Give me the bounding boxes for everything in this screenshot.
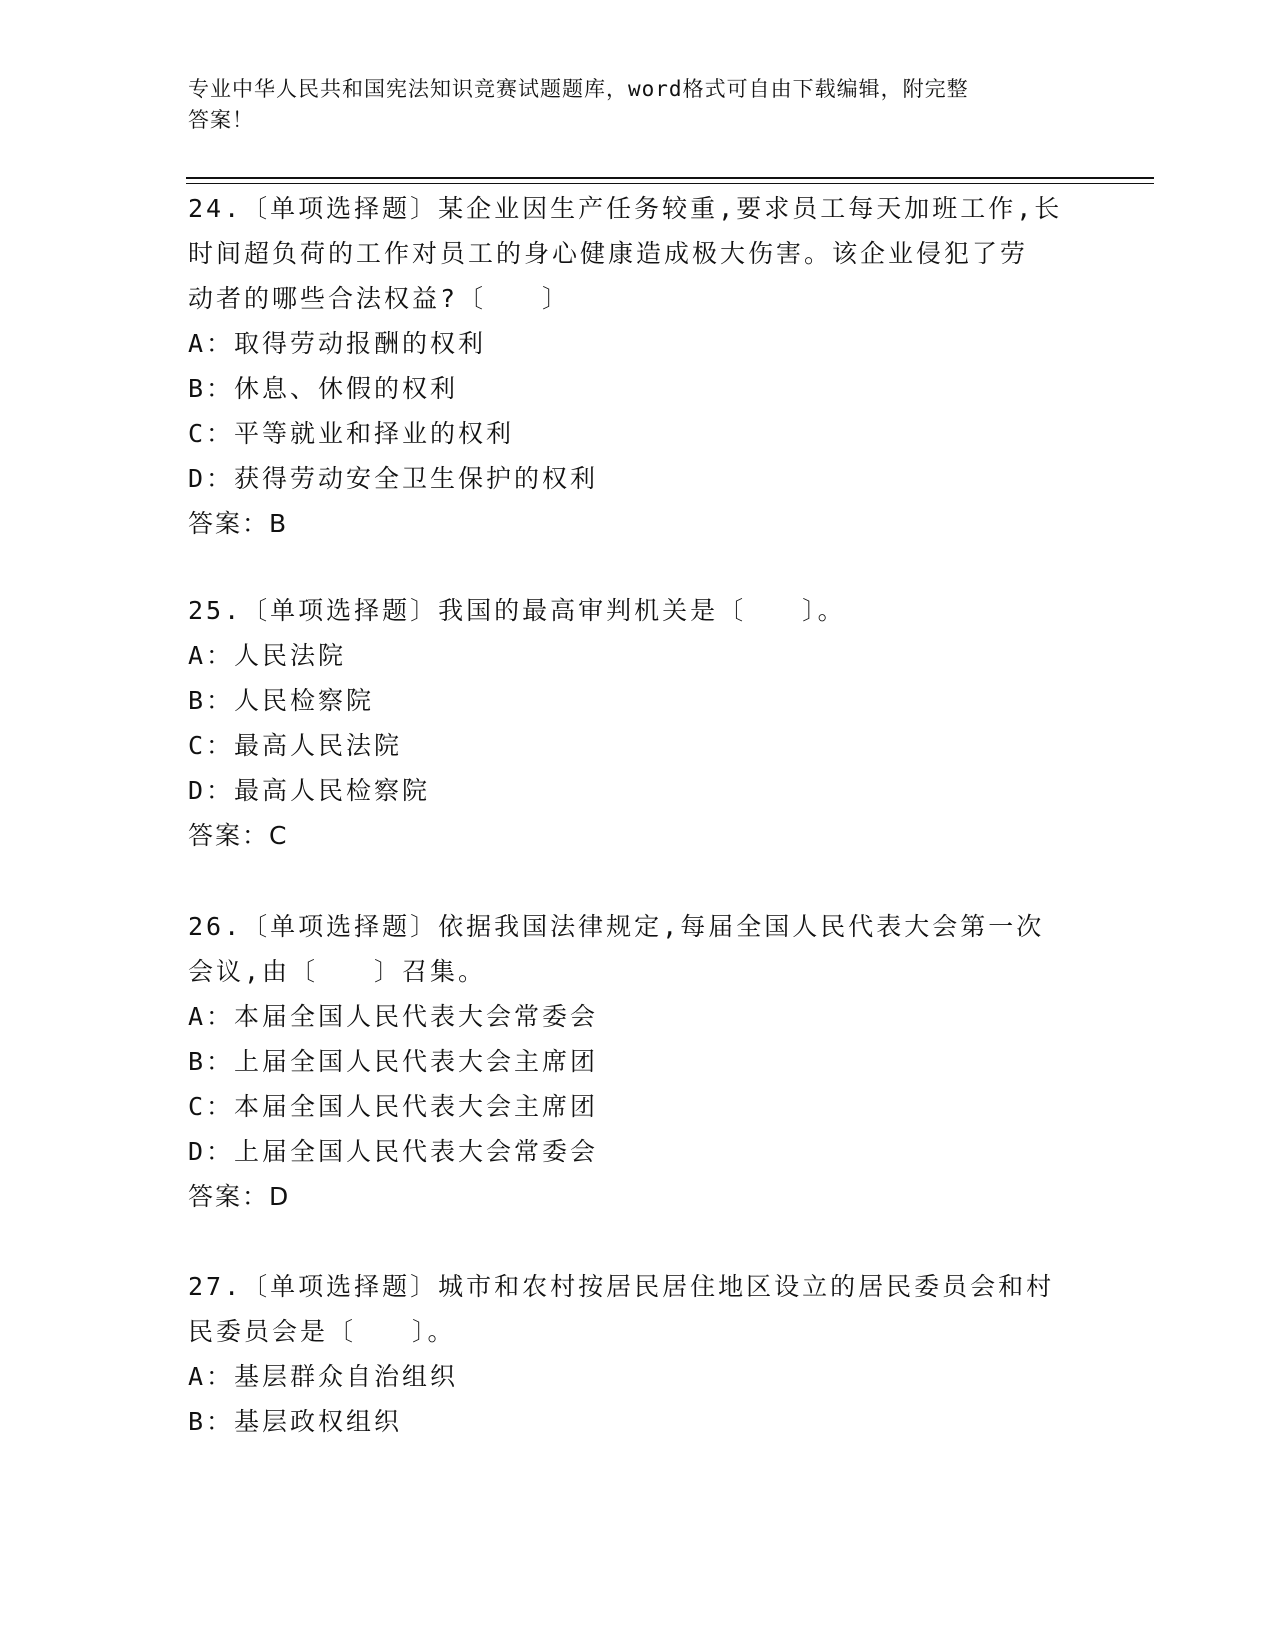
question-27 — [188, 1264, 1108, 1444]
stem-line: 26.〔单项选择题〕依据我国法律规定,每届全国人民代表大会第一次 — [188, 912, 1045, 941]
header-divider-thin — [186, 183, 1154, 184]
option-c: C：本届全国人民代表大会主席团 — [188, 1092, 599, 1121]
stem-line: 会议,由〔 〕召集。 — [188, 957, 487, 986]
option-b: B：上届全国人民代表大会主席团 — [188, 1047, 599, 1076]
option-a: A：本届全国人民代表大会常委会 — [188, 1002, 599, 1031]
question-24 — [188, 186, 1108, 546]
option-c: C：平等就业和择业的权利 — [188, 419, 515, 448]
option-a: A：基层群众自治组织 — [188, 1362, 459, 1391]
option-d: D：最高人民检察院 — [188, 776, 431, 805]
question-25 — [188, 588, 1108, 858]
stem-line: 25.〔单项选择题〕我国的最高审判机关是〔 〕。 — [188, 596, 846, 625]
header-line-1: 专业中华人民共和国宪法知识竞赛试题题库，word格式可自由下载编辑，附完整 — [188, 77, 969, 101]
header-line-2: 答案！ — [188, 108, 254, 132]
question-26 — [188, 904, 1108, 1219]
question-stem — [188, 1264, 1108, 1354]
option-b: B：基层政权组织 — [188, 1407, 403, 1436]
answer-line: 答案：B — [188, 509, 289, 538]
option-d: D：上届全国人民代表大会常委会 — [188, 1137, 599, 1166]
option-d: D：获得劳动安全卫生保护的权利 — [188, 464, 599, 493]
stem-line: 时间超负荷的工作对员工的身心健康造成极大伤害。该企业侵犯了劳 — [188, 239, 1029, 268]
option-a: A：取得劳动报酬的权利 — [188, 329, 487, 358]
option-b: B：休息、休假的权利 — [188, 374, 459, 403]
answer-line: 答案：C — [188, 821, 289, 850]
stem-line: 动者的哪些合法权益?〔 〕 — [188, 284, 571, 313]
question-stem — [188, 904, 1108, 994]
header-divider-thick — [186, 177, 1154, 179]
option-b: B：人民检察院 — [188, 686, 375, 715]
stem-line: 27.〔单项选择题〕城市和农村按居民居住地区设立的居民委员会和村 — [188, 1272, 1055, 1301]
question-stem — [188, 588, 1108, 633]
stem-line: 民委员会是〔 〕。 — [188, 1317, 456, 1346]
question-stem — [188, 186, 1108, 321]
document-header — [188, 74, 1068, 136]
answer-line: 答案：D — [188, 1182, 291, 1211]
option-a: A：人民法院 — [188, 641, 347, 670]
stem-line: 24.〔单项选择题〕某企业因生产任务较重,要求员工每天加班工作,长 — [188, 194, 1063, 223]
option-c: C：最高人民法院 — [188, 731, 403, 760]
